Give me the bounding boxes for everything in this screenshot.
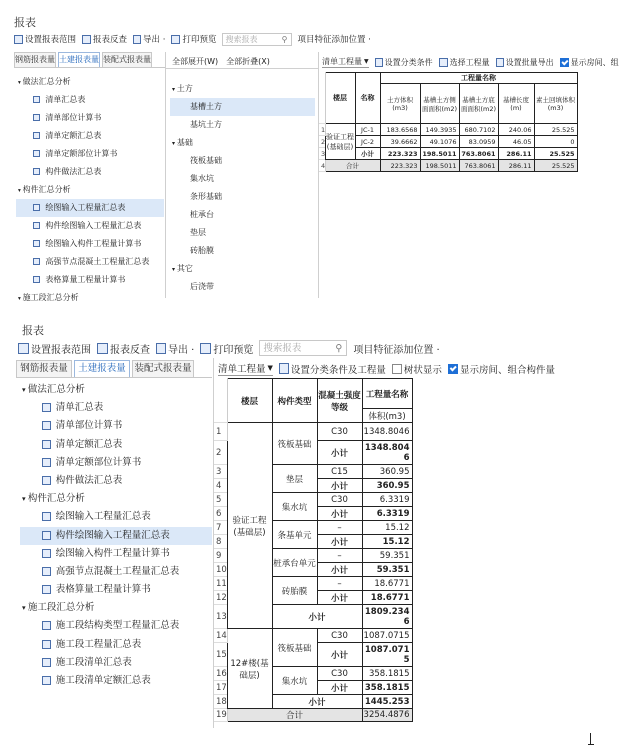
chevron-down-icon[interactable]: ▾ xyxy=(172,140,177,147)
tree-label: 构件汇总分析 xyxy=(27,493,85,505)
window-title: 报表 xyxy=(14,16,36,29)
cell-volume: 1348.8046 xyxy=(362,423,412,441)
tree-label: 构件绘图输入工程量汇总表 xyxy=(45,221,142,230)
category-label: 基槽土方 xyxy=(190,102,222,111)
row-number: 18 xyxy=(216,696,227,707)
report-icon xyxy=(42,403,51,412)
cell-grade: C30 xyxy=(317,667,362,681)
cell-volume: 18.6771 xyxy=(362,577,412,591)
category-item[interactable] xyxy=(170,278,315,296)
classify-button[interactable]: 设置分类条件及工程量 xyxy=(279,362,386,376)
cell-value: 39.6662 xyxy=(380,136,420,148)
tree-label: 绘图输入构件工程量计算书 xyxy=(45,239,142,248)
report-icon xyxy=(42,458,51,467)
cell-volume: 1087.0715 xyxy=(362,629,412,643)
cell-volume: 360.95 xyxy=(362,479,412,493)
tree-item[interactable] xyxy=(20,454,212,472)
report-icon xyxy=(33,222,40,229)
report-tree xyxy=(16,73,164,302)
cell-grade: 小计 xyxy=(317,681,362,695)
category-label: 集水坑 xyxy=(190,174,214,183)
report-icon xyxy=(33,168,40,175)
cell-volume: 1445.253 xyxy=(362,695,412,709)
tree-group[interactable] xyxy=(20,381,212,399)
report-icon xyxy=(33,204,40,211)
settings-icon xyxy=(14,35,23,44)
tree-item[interactable] xyxy=(20,545,212,563)
tab-rebar[interactable]: 钢筋报表量 xyxy=(16,360,72,377)
tree-item[interactable] xyxy=(16,199,164,217)
cell-grade: – xyxy=(317,521,362,535)
cell-type: 小计 xyxy=(272,695,362,709)
cell-value: 223.323 xyxy=(380,148,420,160)
row-number: 2 xyxy=(214,441,227,465)
cell-type: 桩承台单元 xyxy=(272,549,317,577)
header-col: 基槽长度(m) xyxy=(498,84,534,124)
row-number: 1 xyxy=(321,125,326,134)
tree-item[interactable] xyxy=(16,253,164,271)
tree-item[interactable] xyxy=(20,436,212,454)
cell-volume: 18.6771 xyxy=(362,591,412,605)
cell-value: 763.8061 xyxy=(459,160,498,172)
cell-value: 198.5011 xyxy=(420,160,459,172)
tree-group[interactable] xyxy=(16,181,164,199)
row-number: 5 xyxy=(214,493,227,507)
header-col: 素土回填体积(m3) xyxy=(534,84,577,124)
cell-volume: 6.3319 xyxy=(362,507,412,521)
settings-button[interactable]: 设置报表范围 xyxy=(18,341,91,356)
header-volume: 体积(m3) xyxy=(362,409,412,423)
row-number: 11 xyxy=(216,578,227,589)
export-icon xyxy=(133,35,141,44)
row-number: 16 xyxy=(216,668,227,679)
header-floor: 楼层 xyxy=(227,379,272,423)
select-qty-button[interactable]: 选择工程量 xyxy=(439,57,490,68)
tree-label: 表格算量工程量计算书 xyxy=(45,275,126,284)
row-number: 4 xyxy=(214,479,227,493)
search-input[interactable]: 搜索报表 ⚲ xyxy=(222,33,292,46)
category-label: 后浇带 xyxy=(190,282,214,291)
cell-type: 小计 xyxy=(272,605,362,629)
table-row[interactable] xyxy=(319,124,577,136)
report-icon xyxy=(33,276,40,283)
print-preview-button[interactable]: 打印预览 xyxy=(200,341,253,356)
chevron-down-icon[interactable]: ▾ xyxy=(22,494,28,504)
category-group[interactable] xyxy=(170,80,315,98)
category-label: 条形基础 xyxy=(190,192,222,201)
cell-value: 183.6568 xyxy=(380,124,420,136)
tree-label: 绘图输入工程量汇总表 xyxy=(55,511,151,523)
tree-item[interactable] xyxy=(20,472,212,490)
tree-label: 绘图输入工程量汇总表 xyxy=(45,203,126,212)
report-icon xyxy=(42,531,51,540)
category-item[interactable] xyxy=(170,152,315,170)
report-tabs-2 xyxy=(16,360,196,377)
cell-volume: 1087.0715 xyxy=(362,643,412,667)
tree-item[interactable] xyxy=(20,563,212,581)
tree-label: 施工段汇总分析 xyxy=(22,293,79,302)
tree-label: 表格算量工程量计算书 xyxy=(55,584,151,596)
report-icon xyxy=(42,676,51,685)
cell-grade: 小计 xyxy=(317,441,362,465)
grid-icon xyxy=(439,58,448,67)
tree-label: 清单定额汇总表 xyxy=(45,131,102,140)
cell-volume: 358.1815 xyxy=(362,667,412,681)
tree-item[interactable] xyxy=(20,508,212,526)
tree-label: 施工段清单汇总表 xyxy=(55,656,132,668)
category-label: 筏板基础 xyxy=(190,156,222,165)
cell-grade: 小计 xyxy=(317,507,362,521)
tree-item[interactable] xyxy=(16,127,164,145)
cell-value: 149.3935 xyxy=(420,124,459,136)
category-item[interactable] xyxy=(170,242,315,260)
tree-item[interactable] xyxy=(16,163,164,181)
header-floor: 楼层 xyxy=(325,73,355,124)
category-item[interactable] xyxy=(170,98,315,116)
cell-grade: 小计 xyxy=(317,479,362,493)
cell-volume: 360.95 xyxy=(362,465,412,479)
tab-civil[interactable]: 土建报表量 xyxy=(58,52,100,67)
grid-icon xyxy=(97,343,108,354)
cell-type: 集水坑 xyxy=(272,493,317,521)
report-icon xyxy=(33,114,40,121)
cell-grade: – xyxy=(317,549,362,563)
cell-grade: 小计 xyxy=(317,563,362,577)
show-room-checkbox[interactable]: 显示房间、组 xyxy=(560,57,619,68)
component-tree xyxy=(170,80,315,298)
right-toolbar xyxy=(322,56,619,68)
tree-label: 构件绘图输入工程量汇总表 xyxy=(55,529,170,541)
category-group[interactable] xyxy=(170,260,315,278)
cell-volume: 15.12 xyxy=(362,535,412,549)
cell-grade: C30 xyxy=(317,493,362,507)
row-number: 17 xyxy=(216,682,227,693)
cell-name: 合计 xyxy=(325,160,380,172)
collapse-all-button[interactable]: 全部折叠(X) xyxy=(226,57,270,66)
report-icon xyxy=(42,640,51,649)
category-label: 垫层 xyxy=(190,228,206,237)
right-toolbar-2 xyxy=(218,361,561,376)
tree-label: 清单汇总表 xyxy=(55,402,104,414)
report-icon xyxy=(42,440,51,449)
props-position-dropdown[interactable]: 项目特征添加位置 · xyxy=(353,344,440,356)
tree-item[interactable] xyxy=(20,672,212,690)
cell-type: 条基单元 xyxy=(272,521,317,549)
search-input[interactable]: 搜索报表 ⚲ xyxy=(259,340,347,356)
report-icon xyxy=(42,658,51,667)
chevron-down-icon[interactable]: ▾ xyxy=(172,266,177,273)
category-item[interactable] xyxy=(170,170,315,188)
chevron-down-icon[interactable]: ▾ xyxy=(22,603,28,613)
tree-group[interactable] xyxy=(20,599,212,617)
row-number: 4 xyxy=(321,161,326,170)
cell-volume: 6.3319 xyxy=(362,493,412,507)
search-icon: ⚲ xyxy=(335,343,343,354)
tab-civil[interactable]: 土建报表量 xyxy=(74,360,130,377)
cell-value: 680.7102 xyxy=(459,124,498,136)
tree-item[interactable] xyxy=(16,145,164,163)
export-icon xyxy=(496,58,504,67)
report-icon xyxy=(42,549,51,558)
export-icon xyxy=(156,343,166,354)
report-icon xyxy=(33,240,40,247)
tree-label: 构件做法汇总表 xyxy=(45,167,102,176)
toolbar-2 xyxy=(18,340,446,356)
cell-name: 小计 xyxy=(355,148,380,160)
tree-item[interactable] xyxy=(20,417,212,435)
cell-floor: 12#楼(基础层) xyxy=(227,629,272,709)
cell-value: 286.11 xyxy=(498,160,534,172)
header-col: 基槽土方侧面面积(m2) xyxy=(420,84,459,124)
cell-value: 763.8061 xyxy=(459,148,498,160)
mode-dropdown[interactable]: 清单工程量 ▼ xyxy=(322,57,369,66)
category-label: 土方 xyxy=(176,84,193,93)
tree-label: 施工段汇总分析 xyxy=(27,602,95,614)
chevron-down-icon[interactable]: ▾ xyxy=(18,188,23,194)
cell-volume: 59.351 xyxy=(362,563,412,577)
tree-label: 清单汇总表 xyxy=(45,95,86,104)
category-label: 砖胎膜 xyxy=(190,246,214,255)
tree-label: 构件做法汇总表 xyxy=(55,474,123,486)
report-tree-2 xyxy=(20,381,212,691)
row-number: 1 xyxy=(214,423,227,441)
tree-item[interactable] xyxy=(20,527,212,545)
cell-floor: 验证工程(基础层) xyxy=(325,124,355,160)
header-name: 名称 xyxy=(355,73,380,124)
row-number: 6 xyxy=(214,507,227,521)
tree-item[interactable] xyxy=(16,91,164,109)
table-row[interactable] xyxy=(319,136,577,148)
row-number: 15 xyxy=(214,643,227,667)
cell-grade: C30 xyxy=(317,423,362,441)
row-number: 9 xyxy=(214,549,227,563)
cell-value: 25.525 xyxy=(534,124,577,136)
settings-button[interactable]: 设置报表范围 xyxy=(14,33,76,45)
category-group[interactable] xyxy=(170,134,315,152)
cell-value: 223.323 xyxy=(380,160,420,172)
cell-type: 集水坑 xyxy=(272,667,317,695)
cell-floor: 验证工程(基础层) xyxy=(227,423,272,629)
category-label: 桩承台 xyxy=(190,210,214,219)
tree-item[interactable] xyxy=(20,399,212,417)
tree-label: 高强节点混凝土工程量汇总表 xyxy=(55,565,180,577)
classify-button[interactable]: 设置分类条件 xyxy=(375,57,433,68)
tree-item[interactable] xyxy=(16,109,164,127)
tree-item[interactable] xyxy=(20,636,212,654)
category-item[interactable] xyxy=(170,188,315,206)
cell-volume: 1348.8046 xyxy=(362,441,412,465)
tree-label: 清单部位计算书 xyxy=(45,113,102,122)
category-item[interactable] xyxy=(170,224,315,242)
header-col: 基槽土方底面面积(m2) xyxy=(459,84,498,124)
cell-grade: 小计 xyxy=(317,591,362,605)
tree-item[interactable] xyxy=(16,271,164,289)
settings-icon xyxy=(18,343,29,354)
report-icon xyxy=(33,150,40,157)
row-number: 13 xyxy=(214,605,227,629)
cell-value: 25.525 xyxy=(534,148,577,160)
tree-group[interactable] xyxy=(16,73,164,91)
cell-floor: 合计 xyxy=(227,709,362,722)
search-icon: ⚲ xyxy=(281,34,288,44)
expand-all-button[interactable]: 全部展开(W) xyxy=(172,57,219,66)
cell-name: JC-2 xyxy=(355,136,380,148)
tree-label: 绘图输入构件工程量计算书 xyxy=(55,547,170,559)
checkbox-checked-icon xyxy=(560,58,569,67)
cell-value: 0 xyxy=(534,136,577,148)
export-button[interactable]: 导出 · xyxy=(156,341,194,356)
header-type: 构件类型 xyxy=(272,379,317,423)
row-number: 2 xyxy=(321,137,326,146)
category-label: 其它 xyxy=(176,264,193,273)
table-row[interactable] xyxy=(214,423,412,441)
tree-group[interactable] xyxy=(20,490,212,508)
cell-type: 垫层 xyxy=(272,465,317,493)
cell-value: 240.06 xyxy=(498,124,534,136)
toolbar xyxy=(14,32,377,46)
tab-prefab[interactable]: 装配式报表量 xyxy=(132,360,194,377)
batch-export-button[interactable]: 设置批量导出 xyxy=(496,57,554,68)
checkbox-checked-icon xyxy=(448,364,458,374)
tab-rebar[interactable]: 钢筋报表量 xyxy=(14,52,56,67)
tree-label: 做法汇总分析 xyxy=(22,77,71,86)
row-number: 10 xyxy=(216,564,227,575)
print-icon xyxy=(171,35,180,44)
header-qty-group: 工程量名称 xyxy=(380,73,577,84)
chevron-down-icon[interactable]: ▾ xyxy=(172,86,177,93)
reverse-button[interactable]: 报表反查 xyxy=(82,33,127,45)
cell-value: 83.0959 xyxy=(459,136,498,148)
tree-view-checkbox[interactable]: 树状显示 xyxy=(392,362,442,376)
cell-volume: 59.351 xyxy=(362,549,412,563)
cell-value: 25.525 xyxy=(534,160,577,172)
tree-label: 施工段工程量汇总表 xyxy=(55,638,142,650)
report-grid-2 xyxy=(214,378,414,728)
classify-icon xyxy=(279,363,289,374)
row-number: 3 xyxy=(321,149,326,158)
chevron-down-icon[interactable]: ▾ xyxy=(22,385,28,394)
chevron-down-icon: ▼ xyxy=(364,58,369,65)
tab-prefab[interactable]: 装配式报表量 xyxy=(102,52,152,67)
cell-grade: C15 xyxy=(317,465,362,479)
category-label: 基坑土方 xyxy=(190,120,222,129)
row-number: 3 xyxy=(214,465,227,479)
table-row[interactable] xyxy=(319,160,577,172)
table-row[interactable] xyxy=(214,629,412,643)
reverse-button[interactable]: 报表反查 xyxy=(97,341,150,356)
row-number: 8 xyxy=(214,535,227,549)
report-icon xyxy=(42,421,51,430)
report-icon xyxy=(42,621,51,630)
chevron-down-icon[interactable]: ▾ xyxy=(18,80,23,86)
props-position-dropdown[interactable]: 项目特征添加位置 · xyxy=(297,35,371,45)
report-icon xyxy=(33,132,40,139)
row-number: 7 xyxy=(214,521,227,535)
cell-volume: 15.12 xyxy=(362,521,412,535)
cell-value: 49.1076 xyxy=(420,136,459,148)
tree-label: 清单定额汇总表 xyxy=(55,438,123,450)
cell-type: 筏板基础 xyxy=(272,423,317,465)
cell-type: 砖胎膜 xyxy=(272,577,317,605)
cell-grade: C30 xyxy=(317,629,362,643)
print-icon xyxy=(200,343,211,354)
category-item[interactable] xyxy=(170,116,315,134)
report-icon xyxy=(33,96,40,103)
cell-volume: 3254.4876 xyxy=(362,709,412,722)
table-row[interactable] xyxy=(319,148,577,160)
cell-name: JC-1 xyxy=(355,124,380,136)
category-item[interactable] xyxy=(170,206,315,224)
tree-item[interactable] xyxy=(20,581,212,599)
tree-label: 施工段清单定额汇总表 xyxy=(55,675,151,686)
cell-grade: 小计 xyxy=(317,643,362,667)
header-qty-name: 工程量名称 xyxy=(362,379,412,409)
export-button[interactable]: 导出 · xyxy=(133,33,165,45)
report-icon xyxy=(42,567,51,576)
cell-type: 筏板基础 xyxy=(272,629,317,667)
table-row[interactable] xyxy=(214,709,412,722)
row-number: 19 xyxy=(216,710,227,720)
cell-grade: – xyxy=(317,577,362,591)
tree-label: 高强节点混凝土工程量汇总表 xyxy=(45,257,150,266)
report-icon xyxy=(42,585,51,594)
tree-label: 做法汇总分析 xyxy=(27,384,85,395)
window-title-2: 报表 xyxy=(22,324,44,337)
cell-value: 198.5011 xyxy=(420,148,459,160)
print-preview-button[interactable]: 打印预览 xyxy=(171,33,216,45)
show-room-checkbox[interactable]: 显示房间、组合构件量 xyxy=(448,362,555,376)
header-grade: 混凝土强度等级 xyxy=(317,379,362,423)
report-icon xyxy=(42,512,51,521)
cell-volume: 1809.2346 xyxy=(362,605,412,629)
category-label: 基础 xyxy=(176,138,193,147)
tree-group[interactable] xyxy=(16,289,164,307)
chevron-down-icon: ▼ xyxy=(267,364,273,372)
report-tabs xyxy=(14,52,154,67)
tree-label: 清单定额部位计算书 xyxy=(45,149,118,158)
tree-item[interactable] xyxy=(16,235,164,253)
cell-volume: 358.1815 xyxy=(362,681,412,695)
report-grid-1 xyxy=(319,72,601,298)
row-number: 12 xyxy=(216,592,227,603)
chevron-down-icon[interactable]: ▾ xyxy=(18,296,23,302)
mode-dropdown[interactable]: 清单工程量 ▼ xyxy=(218,361,273,376)
checkbox-unchecked-icon xyxy=(392,364,402,374)
row-number: 14 xyxy=(216,630,227,641)
mid-toolbar xyxy=(172,56,270,67)
tree-item[interactable] xyxy=(16,217,164,235)
grid-icon xyxy=(82,35,91,44)
tree-item[interactable] xyxy=(20,654,212,672)
tree-label: 清单定额部位计算书 xyxy=(55,456,142,468)
cell-grade: 小计 xyxy=(317,535,362,549)
header-col: 土方体积(m3) xyxy=(380,84,420,124)
tree-label: 清单部位计算书 xyxy=(55,420,123,432)
cell-value: 286.11 xyxy=(498,148,534,160)
report-icon xyxy=(42,476,51,485)
tree-label: 构件汇总分析 xyxy=(22,185,71,194)
report-icon xyxy=(33,258,40,265)
classify-icon xyxy=(375,58,383,67)
tree-item[interactable] xyxy=(20,617,212,635)
tree-label: 施工段结构类型工程量汇总表 xyxy=(55,620,180,632)
cell-value: 46.05 xyxy=(498,136,534,148)
